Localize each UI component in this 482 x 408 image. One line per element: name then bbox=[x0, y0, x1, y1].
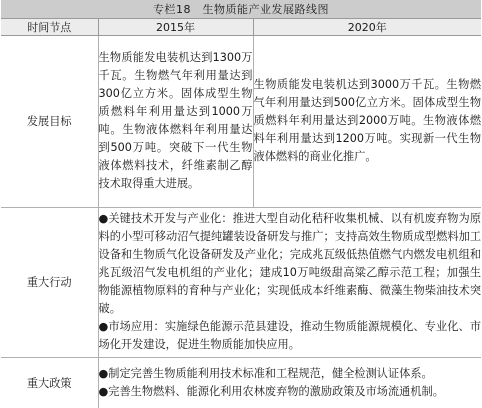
actions-cell bbox=[98, 207, 481, 357]
policy-cell bbox=[98, 357, 481, 408]
policy-item-standards: ●制定完善生物质能利用技术标准和工程规范，健全检测认证体系。 bbox=[98, 367, 433, 380]
actions-item-market: ●市场应用：实施绿色能源示范县建设，推动生物质能源规模化、专业化、市场化开发建设，促进生物质能加快应用。 bbox=[98, 320, 482, 351]
goals-2015-cell bbox=[98, 35, 253, 207]
goals-2020-text: 生物质能发电装机达到3000万千瓦。生物燃气年利用量达到500亿立方米。固体成型生物质燃料年利用量达到2000万吨。生物液体燃料年利用量达到1200万吨。实现新一代生物液体燃料的商业化推广。 bbox=[253, 78, 482, 163]
header-stage: 时间节点 bbox=[1, 18, 98, 35]
goals-row bbox=[1, 35, 481, 207]
header-2015: 2015年 bbox=[98, 18, 253, 35]
policy-item-incentives: ●完善生物燃料、能源化利用农林废弃物的激励政策及市场流通机制。 bbox=[98, 385, 444, 398]
roadmap-table bbox=[1, 0, 481, 408]
table-header-row bbox=[1, 18, 481, 35]
goals-2015-text: 生物质能发电装机达到1300万千瓦。生物燃气年利用量达到300亿立方米。固体成型生物质燃料年利用量达到1000万吨。生物液体燃料年利用量达到500万吨。突破下一代生物液体燃料技术，纤维素制乙醇技术取得重大进展。 bbox=[98, 51, 253, 190]
goals-label: 发展目标 bbox=[1, 35, 98, 207]
actions-row bbox=[1, 207, 481, 357]
actions-item-tech: ●关键技术开发与产业化：推进大型自动化秸秆收集机械、以有机废弃物为原料的小型可移动沼气提纯罐装设备研发与推广；支持高效生物质成型燃料加工设备和生物质气化设备研发及产业化；完成兆瓦级低热值燃气内燃发电机组和兆瓦级沼气发电机组的产业化；建成10万吨级甜高粱乙醇示范工程；加强生物能源植物原料的育种与产业化；实现低成本纤维素酶、微藻生物柴油技术突破。 bbox=[98, 212, 482, 315]
policy-row bbox=[1, 357, 481, 408]
header-2020: 2020年 bbox=[253, 18, 481, 35]
policy-label: 重大政策 bbox=[1, 357, 98, 408]
table-title: 专栏18 生物质能产业发展路线图 bbox=[1, 0, 481, 18]
actions-label: 重大行动 bbox=[1, 207, 98, 357]
goals-2020-cell bbox=[253, 35, 481, 207]
table-title-row bbox=[1, 0, 481, 18]
